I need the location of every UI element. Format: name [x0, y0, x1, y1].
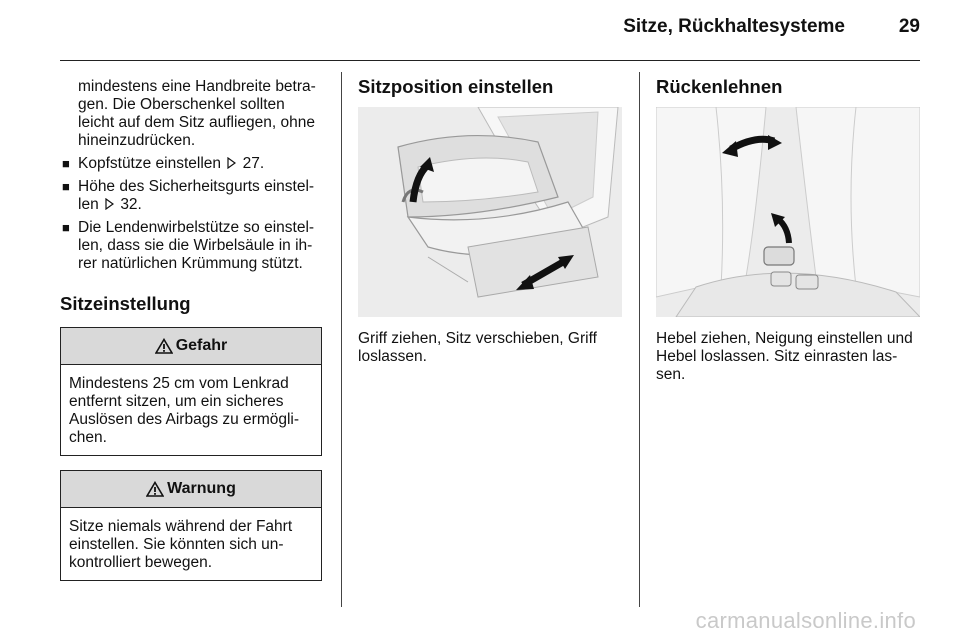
bullet-marker: ■: [62, 179, 70, 194]
arrow-ref-icon: [227, 157, 236, 169]
bullet-item: [60, 155, 324, 173]
column-divider: [639, 72, 640, 607]
header-rule: [60, 60, 920, 61]
bullet-text: Kopfstütze einstellen: [78, 155, 222, 172]
backrest-illustration: [656, 107, 920, 317]
page-number: 29: [898, 16, 920, 37]
bullet-marker: ■: [62, 156, 70, 171]
bullet-marker: ■: [62, 220, 70, 235]
section-heading: Sitzposition einstellen: [358, 76, 554, 97]
danger-box-title: Gefahr: [175, 337, 228, 354]
section-heading: Rückenlehnen: [656, 76, 783, 97]
column-divider: [341, 72, 342, 607]
warning-triangle-icon: [146, 481, 164, 497]
arrow-ref-icon: [105, 198, 114, 210]
column-3-caption: Hebel ziehen, Neigung einstellen und Hebel loslassen. Sitz einrasten las-sen.: [656, 330, 913, 383]
column-3: [656, 78, 920, 96]
warning-box: [60, 470, 322, 581]
warning-box-text: Sitze niemals während der Fahrt einstellen. Sie könnten sich un-kontrolliert bewegen.: [69, 518, 293, 571]
column-2: [358, 78, 622, 96]
warning-box-title: Warnung: [167, 480, 236, 497]
page-reference-link[interactable]: 27.: [242, 155, 265, 172]
column-2-caption: Griff ziehen, Sitz verschieben, Griff loslassen.: [358, 330, 597, 365]
seat-position-illustration: [358, 107, 622, 317]
bullet-item: [60, 219, 324, 273]
warning-box-header: [61, 471, 321, 508]
bullet-text: Höhe des Sicherheitsgurts einstel-len: [78, 178, 315, 213]
column-1: [60, 78, 324, 581]
warning-triangle-icon: [155, 338, 173, 354]
watermark: carmanualsonline.info: [695, 608, 916, 633]
bullet-item: [60, 178, 324, 214]
danger-box: [60, 327, 322, 456]
danger-box-text: Mindestens 25 cm vom Lenkrad entfernt sitzen, um ein sicheres Auslösen des Airbags zu ermögli-chen.: [69, 375, 300, 446]
header-title: Sitze, Rückhaltesysteme: [623, 16, 845, 37]
continuation-paragraph: mindestens eine Handbreite betra-gen. Die Oberschenkel sollten leicht auf dem Sitz aufliegen, ohne hineinzudrücken.: [78, 78, 316, 149]
danger-box-header: [61, 328, 321, 365]
bullet-text: Die Lendenwirbelstütze so einstel-len, dass sie die Wirbelsäule in ih-rer natürlichen Krümmung stützt.: [78, 219, 315, 272]
section-heading: Sitzeinstellung: [60, 293, 191, 314]
page-reference-link[interactable]: 32.: [120, 196, 142, 213]
